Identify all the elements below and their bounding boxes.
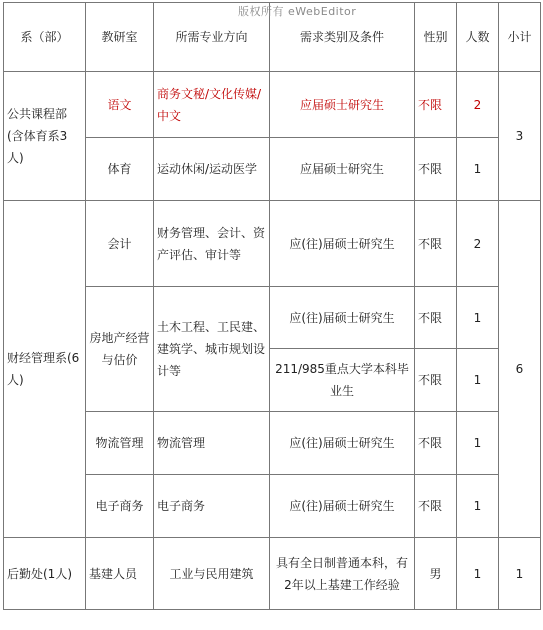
gender-cell: 不限 [415, 138, 457, 201]
header-count: 人数 [457, 3, 499, 72]
gender-cell: 不限 [415, 287, 457, 349]
dept-cell: 公共课程部(含体育系3人) [4, 72, 86, 201]
gender-cell: 不限 [415, 349, 457, 412]
table-row [4, 538, 541, 610]
requirement-cell: 应(往)届硕士研究生 [270, 201, 415, 287]
subtotal-cell: 1 [499, 538, 541, 610]
requirement-cell: 应(往)届硕士研究生 [270, 412, 415, 475]
requirement-cell: 应(往)届硕士研究生 [270, 287, 415, 349]
dept-cell: 后勤处(1人) [4, 538, 86, 610]
office-cell: 体育 [86, 138, 154, 201]
requirement-cell: 211/985重点大学本科毕业生 [270, 349, 415, 412]
count-cell: 1 [457, 538, 499, 610]
header-office: 教研室 [86, 3, 154, 72]
major-cell: 工业与民用建筑 [154, 538, 270, 610]
office-cell: 语文 [86, 72, 154, 138]
office-cell: 电子商务 [86, 475, 154, 538]
requirement-cell: 具有全日制普通本科，有2年以上基建工作经验 [270, 538, 415, 610]
recruitment-table [3, 2, 541, 610]
office-cell: 基建人员 [86, 538, 154, 610]
requirement-cell: 应届硕士研究生 [270, 138, 415, 201]
major-cell: 电子商务 [154, 475, 270, 538]
requirement-cell: 应届硕士研究生 [270, 72, 415, 138]
count-cell: 1 [457, 287, 499, 349]
requirement-cell: 应(往)届硕士研究生 [270, 475, 415, 538]
major-cell: 财务管理、会计、资产评估、审计等 [154, 201, 270, 287]
major-cell: 商务文秘/文化传媒/中文 [154, 72, 270, 138]
office-cell: 会计 [86, 201, 154, 287]
count-cell: 1 [457, 412, 499, 475]
header-requirement: 需求类别及条件 [270, 3, 415, 72]
header-subtotal: 小计 [499, 3, 541, 72]
table-row [4, 201, 541, 287]
table-row [4, 72, 541, 138]
count-cell: 1 [457, 349, 499, 412]
office-cell: 物流管理 [86, 412, 154, 475]
major-cell: 土木工程、工民建、建筑学、城市规划设计等 [154, 287, 270, 412]
count-cell: 1 [457, 475, 499, 538]
count-cell: 1 [457, 138, 499, 201]
major-cell: 物流管理 [154, 412, 270, 475]
header-gender: 性别 [415, 3, 457, 72]
gender-cell: 不限 [415, 475, 457, 538]
count-cell: 2 [457, 201, 499, 287]
gender-cell: 不限 [415, 201, 457, 287]
gender-cell: 不限 [415, 412, 457, 475]
dept-cell: 财经管理系(6人) [4, 201, 86, 538]
gender-cell: 男 [415, 538, 457, 610]
header-major: 所需专业方向 [154, 3, 270, 72]
count-cell: 2 [457, 72, 499, 138]
gender-cell: 不限 [415, 72, 457, 138]
watermark-text: 版权所有 eWebEditor [238, 5, 357, 18]
subtotal-cell: 6 [499, 201, 541, 538]
major-cell: 运动休闲/运动医学 [154, 138, 270, 201]
header-dept: 系（部） [4, 3, 86, 72]
subtotal-cell: 3 [499, 72, 541, 201]
office-cell: 房地产经营与估价 [86, 287, 154, 412]
